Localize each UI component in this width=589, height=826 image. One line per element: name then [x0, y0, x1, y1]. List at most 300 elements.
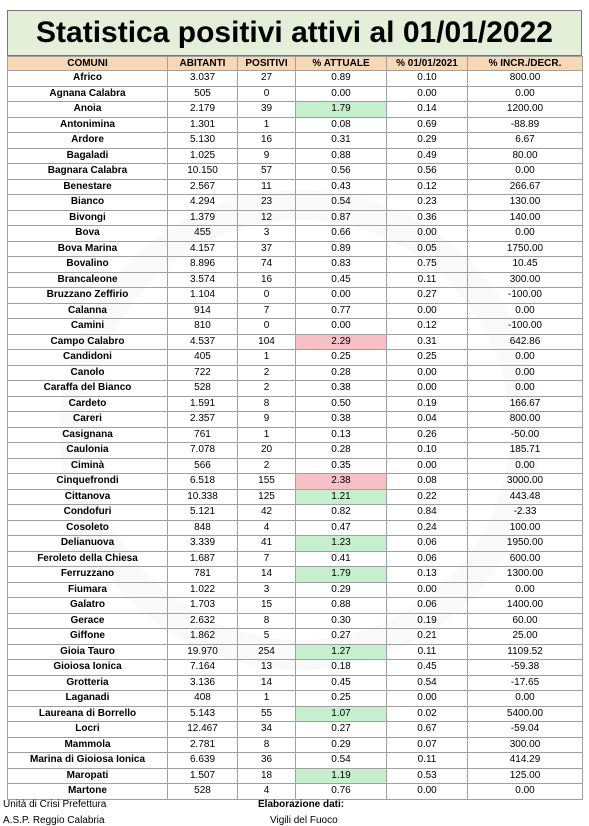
- cell-abitanti: 914: [168, 303, 238, 319]
- cell-comune: Bova Marina: [8, 241, 168, 257]
- cell-attuale: 1.21: [296, 489, 387, 505]
- cell-attuale: 0.54: [296, 753, 387, 769]
- cell-abitanti: 2.781: [168, 737, 238, 753]
- footer-right-line2: Vigili del Fuoco: [270, 815, 338, 826]
- cell-attuale: 0.35: [296, 458, 387, 474]
- cell-incr-decr: 0.00: [468, 164, 583, 180]
- cell-attuale: 0.28: [296, 443, 387, 459]
- cell-incr-decr: 10.45: [468, 257, 583, 273]
- table-row: [8, 241, 583, 257]
- cell-2021: 0.00: [387, 226, 468, 242]
- cell-abitanti: 4.157: [168, 241, 238, 257]
- cell-attuale: 0.43: [296, 179, 387, 195]
- cell-2021: 0.00: [387, 691, 468, 707]
- cell-positivi: 9: [238, 148, 296, 164]
- cell-incr-decr: 5400.00: [468, 706, 583, 722]
- table-row: [8, 753, 583, 769]
- cell-attuale: 0.29: [296, 737, 387, 753]
- cell-incr-decr: 414.29: [468, 753, 583, 769]
- cell-positivi: 104: [238, 334, 296, 350]
- column-header-attuale: % ATTUALE: [296, 57, 387, 71]
- cell-abitanti: 761: [168, 427, 238, 443]
- cell-incr-decr: -50.00: [468, 427, 583, 443]
- cell-comune: Grotteria: [8, 675, 168, 691]
- cell-abitanti: 2.179: [168, 102, 238, 118]
- cell-attuale: 0.89: [296, 241, 387, 257]
- column-header-positivi: POSITIVI: [238, 57, 296, 71]
- cell-positivi: 14: [238, 675, 296, 691]
- cell-incr-decr: 25.00: [468, 629, 583, 645]
- cell-2021: 0.53: [387, 768, 468, 784]
- cell-positivi: 27: [238, 71, 296, 87]
- cell-comune: Giffone: [8, 629, 168, 645]
- cell-2021: 0.54: [387, 675, 468, 691]
- cell-positivi: 2: [238, 381, 296, 397]
- cell-2021: 0.00: [387, 458, 468, 474]
- cell-2021: 0.19: [387, 613, 468, 629]
- cell-positivi: 125: [238, 489, 296, 505]
- cell-2021: 0.06: [387, 598, 468, 614]
- data-table: [7, 56, 583, 800]
- cell-incr-decr: -59.38: [468, 660, 583, 676]
- cell-abitanti: 4.537: [168, 334, 238, 350]
- cell-comune: Calanna: [8, 303, 168, 319]
- cell-positivi: 16: [238, 133, 296, 149]
- cell-comune: Ferruzzano: [8, 567, 168, 583]
- cell-attuale: 0.29: [296, 582, 387, 598]
- cell-attuale: 0.76: [296, 784, 387, 800]
- cell-abitanti: 2.567: [168, 179, 238, 195]
- cell-2021: 0.11: [387, 753, 468, 769]
- cell-attuale: 0.00: [296, 319, 387, 335]
- cell-positivi: 42: [238, 505, 296, 521]
- footer-left-line2: A.S.P. Reggio Calabria: [3, 815, 105, 826]
- cell-abitanti: 1.591: [168, 396, 238, 412]
- table-row: [8, 520, 583, 536]
- cell-abitanti: 5.130: [168, 133, 238, 149]
- table-row: [8, 133, 583, 149]
- table-row: [8, 489, 583, 505]
- cell-incr-decr: 1200.00: [468, 102, 583, 118]
- cell-abitanti: 6.639: [168, 753, 238, 769]
- cell-positivi: 8: [238, 613, 296, 629]
- cell-incr-decr: 3000.00: [468, 474, 583, 490]
- table-row: [8, 71, 583, 87]
- cell-positivi: 0: [238, 319, 296, 335]
- cell-comune: Gerace: [8, 613, 168, 629]
- cell-positivi: 13: [238, 660, 296, 676]
- cell-2021: 0.06: [387, 551, 468, 567]
- cell-comune: Casignana: [8, 427, 168, 443]
- cell-comune: Cinquefrondi: [8, 474, 168, 490]
- cell-attuale: 0.28: [296, 365, 387, 381]
- table-row: [8, 598, 583, 614]
- cell-2021: 0.29: [387, 133, 468, 149]
- cell-positivi: 0: [238, 86, 296, 102]
- cell-abitanti: 848: [168, 520, 238, 536]
- cell-positivi: 3: [238, 582, 296, 598]
- cell-positivi: 57: [238, 164, 296, 180]
- cell-incr-decr: 0.00: [468, 691, 583, 707]
- table-row: [8, 164, 583, 180]
- cell-2021: 0.26: [387, 427, 468, 443]
- cell-abitanti: 3.574: [168, 272, 238, 288]
- cell-2021: 0.10: [387, 71, 468, 87]
- cell-incr-decr: 0.00: [468, 86, 583, 102]
- cell-abitanti: 5.121: [168, 505, 238, 521]
- cell-2021: 0.06: [387, 536, 468, 552]
- cell-2021: 0.14: [387, 102, 468, 118]
- cell-comune: Delianuova: [8, 536, 168, 552]
- cell-incr-decr: 6.67: [468, 133, 583, 149]
- cell-abitanti: 3.339: [168, 536, 238, 552]
- cell-comune: Laureana di Borrello: [8, 706, 168, 722]
- cell-comune: Bivongi: [8, 210, 168, 226]
- table-row: [8, 474, 583, 490]
- cell-2021: 0.49: [387, 148, 468, 164]
- table-row: [8, 179, 583, 195]
- cell-comune: Condofuri: [8, 505, 168, 521]
- table-row: [8, 613, 583, 629]
- table-body: [8, 71, 583, 800]
- cell-comune: Caraffa del Bianco: [8, 381, 168, 397]
- cell-positivi: 34: [238, 722, 296, 738]
- cell-attuale: 0.83: [296, 257, 387, 273]
- cell-2021: 0.12: [387, 179, 468, 195]
- table-row: [8, 257, 583, 273]
- cell-attuale: 1.79: [296, 102, 387, 118]
- cell-incr-decr: 1750.00: [468, 241, 583, 257]
- table-row: [8, 427, 583, 443]
- cell-positivi: 20: [238, 443, 296, 459]
- cell-2021: 0.00: [387, 582, 468, 598]
- cell-positivi: 4: [238, 520, 296, 536]
- cell-comune: Campo Calabro: [8, 334, 168, 350]
- cell-attuale: 0.18: [296, 660, 387, 676]
- cell-abitanti: 566: [168, 458, 238, 474]
- cell-incr-decr: 0.00: [468, 381, 583, 397]
- cell-comune: Antonimina: [8, 117, 168, 133]
- cell-abitanti: 3.037: [168, 71, 238, 87]
- cell-comune: Bianco: [8, 195, 168, 211]
- cell-attuale: 1.23: [296, 536, 387, 552]
- cell-comune: Brancaleone: [8, 272, 168, 288]
- table-row: [8, 737, 583, 753]
- cell-attuale: 0.89: [296, 71, 387, 87]
- cell-2021: 0.23: [387, 195, 468, 211]
- table-row: [8, 334, 583, 350]
- cell-incr-decr: 1300.00: [468, 567, 583, 583]
- cell-comune: Bova: [8, 226, 168, 242]
- cell-comune: Agnana Calabra: [8, 86, 168, 102]
- cell-incr-decr: 300.00: [468, 272, 583, 288]
- cell-attuale: 0.66: [296, 226, 387, 242]
- cell-comune: Cosoleto: [8, 520, 168, 536]
- cell-positivi: 1: [238, 427, 296, 443]
- cell-comune: Africo: [8, 71, 168, 87]
- cell-2021: 0.00: [387, 365, 468, 381]
- cell-attuale: 2.38: [296, 474, 387, 490]
- cell-2021: 0.12: [387, 319, 468, 335]
- cell-positivi: 8: [238, 396, 296, 412]
- cell-positivi: 37: [238, 241, 296, 257]
- cell-comune: Mammola: [8, 737, 168, 753]
- cell-comune: Galatro: [8, 598, 168, 614]
- cell-comune: Benestare: [8, 179, 168, 195]
- cell-incr-decr: -59.04: [468, 722, 583, 738]
- cell-incr-decr: -100.00: [468, 319, 583, 335]
- cell-positivi: 8: [238, 737, 296, 753]
- cell-attuale: 1.79: [296, 567, 387, 583]
- cell-incr-decr: 0.00: [468, 458, 583, 474]
- cell-positivi: 16: [238, 272, 296, 288]
- cell-comune: Fiumara: [8, 582, 168, 598]
- cell-abitanti: 1.862: [168, 629, 238, 645]
- cell-abitanti: 1.022: [168, 582, 238, 598]
- table-row: [8, 660, 583, 676]
- table-row: [8, 102, 583, 118]
- cell-comune: Locri: [8, 722, 168, 738]
- cell-2021: 0.75: [387, 257, 468, 273]
- cell-attuale: 0.88: [296, 598, 387, 614]
- cell-abitanti: 1.379: [168, 210, 238, 226]
- table-row: [8, 458, 583, 474]
- cell-2021: 0.67: [387, 722, 468, 738]
- cell-abitanti: 1.687: [168, 551, 238, 567]
- cell-2021: 0.08: [387, 474, 468, 490]
- cell-comune: Candidoni: [8, 350, 168, 366]
- table-row: [8, 319, 583, 335]
- cell-comune: Martone: [8, 784, 168, 800]
- cell-incr-decr: 0.00: [468, 365, 583, 381]
- cell-incr-decr: 185.71: [468, 443, 583, 459]
- table-row: [8, 768, 583, 784]
- cell-incr-decr: 80.00: [468, 148, 583, 164]
- cell-comune: Gioiosa Ionica: [8, 660, 168, 676]
- cell-positivi: 74: [238, 257, 296, 273]
- cell-2021: 0.19: [387, 396, 468, 412]
- cell-2021: 0.00: [387, 303, 468, 319]
- table-row: [8, 210, 583, 226]
- table-row: [8, 629, 583, 645]
- cell-positivi: 9: [238, 412, 296, 428]
- cell-incr-decr: 0.00: [468, 303, 583, 319]
- table-row: [8, 675, 583, 691]
- table-row: [8, 644, 583, 660]
- cell-2021: 0.00: [387, 784, 468, 800]
- cell-2021: 0.45: [387, 660, 468, 676]
- cell-positivi: 1: [238, 691, 296, 707]
- cell-attuale: 0.45: [296, 675, 387, 691]
- cell-2021: 0.69: [387, 117, 468, 133]
- cell-2021: 0.27: [387, 288, 468, 304]
- cell-attuale: 1.27: [296, 644, 387, 660]
- cell-abitanti: 3.136: [168, 675, 238, 691]
- cell-incr-decr: -17.65: [468, 675, 583, 691]
- cell-comune: Cittanova: [8, 489, 168, 505]
- cell-abitanti: 1.104: [168, 288, 238, 304]
- cell-positivi: 23: [238, 195, 296, 211]
- cell-2021: 0.36: [387, 210, 468, 226]
- cell-2021: 0.25: [387, 350, 468, 366]
- cell-attuale: 0.50: [296, 396, 387, 412]
- cell-comune: Careri: [8, 412, 168, 428]
- cell-positivi: 7: [238, 303, 296, 319]
- table-row: [8, 722, 583, 738]
- cell-2021: 0.84: [387, 505, 468, 521]
- cell-positivi: 7: [238, 551, 296, 567]
- cell-2021: 0.11: [387, 644, 468, 660]
- cell-incr-decr: 0.00: [468, 784, 583, 800]
- cell-positivi: 41: [238, 536, 296, 552]
- cell-attuale: 0.31: [296, 133, 387, 149]
- cell-2021: 0.13: [387, 567, 468, 583]
- cell-attuale: 0.27: [296, 629, 387, 645]
- cell-2021: 0.10: [387, 443, 468, 459]
- header-row: [8, 57, 583, 71]
- table-row: [8, 396, 583, 412]
- cell-attuale: 0.00: [296, 288, 387, 304]
- cell-2021: 0.22: [387, 489, 468, 505]
- table-row: [8, 303, 583, 319]
- cell-abitanti: 405: [168, 350, 238, 366]
- cell-comune: Ciminà: [8, 458, 168, 474]
- cell-abitanti: 12.467: [168, 722, 238, 738]
- table-row: [8, 505, 583, 521]
- cell-incr-decr: 1109.52: [468, 644, 583, 660]
- cell-abitanti: 505: [168, 86, 238, 102]
- cell-incr-decr: 1950.00: [468, 536, 583, 552]
- column-header-comuni: COMUNI: [8, 57, 168, 71]
- cell-2021: 0.00: [387, 381, 468, 397]
- cell-attuale: 0.30: [296, 613, 387, 629]
- table-row: [8, 272, 583, 288]
- cell-comune: Gioia Tauro: [8, 644, 168, 660]
- cell-comune: Cardeto: [8, 396, 168, 412]
- cell-2021: 0.02: [387, 706, 468, 722]
- cell-2021: 0.04: [387, 412, 468, 428]
- cell-incr-decr: 166.67: [468, 396, 583, 412]
- table-row: [8, 350, 583, 366]
- cell-positivi: 254: [238, 644, 296, 660]
- cell-abitanti: 2.632: [168, 613, 238, 629]
- cell-2021: 0.00: [387, 86, 468, 102]
- cell-incr-decr: 130.00: [468, 195, 583, 211]
- cell-incr-decr: 100.00: [468, 520, 583, 536]
- cell-comune: Canolo: [8, 365, 168, 381]
- cell-abitanti: 10.150: [168, 164, 238, 180]
- cell-comune: Feroleto della Chiesa: [8, 551, 168, 567]
- footer-right-title: Elaborazione dati:: [258, 799, 345, 810]
- table-row: [8, 536, 583, 552]
- cell-abitanti: 6.518: [168, 474, 238, 490]
- footer-left-line1: Unità di Crisi Prefettura: [3, 799, 107, 810]
- table-row: [8, 381, 583, 397]
- cell-abitanti: 810: [168, 319, 238, 335]
- cell-positivi: 55: [238, 706, 296, 722]
- cell-incr-decr: 0.00: [468, 226, 583, 242]
- cell-abitanti: 455: [168, 226, 238, 242]
- cell-attuale: 0.38: [296, 412, 387, 428]
- table-row: [8, 148, 583, 164]
- cell-attuale: 1.19: [296, 768, 387, 784]
- cell-positivi: 18: [238, 768, 296, 784]
- page-title: Statistica positivi attivi al 01/01/2022: [7, 10, 582, 56]
- cell-comune: Bovalino: [8, 257, 168, 273]
- cell-attuale: 0.25: [296, 350, 387, 366]
- cell-incr-decr: 443.48: [468, 489, 583, 505]
- cell-comune: Marina di Gioiosa Ionica: [8, 753, 168, 769]
- cell-2021: 0.24: [387, 520, 468, 536]
- cell-abitanti: 5.143: [168, 706, 238, 722]
- table-row: [8, 365, 583, 381]
- cell-2021: 0.56: [387, 164, 468, 180]
- cell-incr-decr: -88.89: [468, 117, 583, 133]
- cell-incr-decr: 0.00: [468, 350, 583, 366]
- cell-abitanti: 2.357: [168, 412, 238, 428]
- cell-positivi: 155: [238, 474, 296, 490]
- table-row: [8, 117, 583, 133]
- cell-2021: 0.07: [387, 737, 468, 753]
- cell-attuale: 2.29: [296, 334, 387, 350]
- table-row: [8, 86, 583, 102]
- cell-2021: 0.31: [387, 334, 468, 350]
- cell-comune: Laganadi: [8, 691, 168, 707]
- table-row: [8, 412, 583, 428]
- cell-incr-decr: 60.00: [468, 613, 583, 629]
- table-row: [8, 288, 583, 304]
- cell-attuale: 1.07: [296, 706, 387, 722]
- cell-abitanti: 4.294: [168, 195, 238, 211]
- cell-comune: Anoia: [8, 102, 168, 118]
- cell-abitanti: 1.703: [168, 598, 238, 614]
- table-row: [8, 691, 583, 707]
- table-row: [8, 551, 583, 567]
- cell-positivi: 39: [238, 102, 296, 118]
- cell-incr-decr: 140.00: [468, 210, 583, 226]
- cell-attuale: 0.45: [296, 272, 387, 288]
- cell-incr-decr: 642.86: [468, 334, 583, 350]
- cell-2021: 0.11: [387, 272, 468, 288]
- cell-comune: Ardore: [8, 133, 168, 149]
- cell-abitanti: 1.301: [168, 117, 238, 133]
- cell-incr-decr: -2.33: [468, 505, 583, 521]
- cell-incr-decr: 0.00: [468, 582, 583, 598]
- cell-positivi: 1: [238, 350, 296, 366]
- table-row: [8, 567, 583, 583]
- cell-positivi: 1: [238, 117, 296, 133]
- table-row: [8, 784, 583, 800]
- cell-incr-decr: 1400.00: [468, 598, 583, 614]
- cell-comune: Bagnara Calabra: [8, 164, 168, 180]
- table-row: [8, 706, 583, 722]
- cell-abitanti: 781: [168, 567, 238, 583]
- cell-incr-decr: 266.67: [468, 179, 583, 195]
- cell-attuale: 0.00: [296, 86, 387, 102]
- cell-positivi: 36: [238, 753, 296, 769]
- cell-positivi: 11: [238, 179, 296, 195]
- cell-comune: Camini: [8, 319, 168, 335]
- table-row: [8, 443, 583, 459]
- cell-positivi: 15: [238, 598, 296, 614]
- cell-attuale: 0.77: [296, 303, 387, 319]
- cell-attuale: 0.47: [296, 520, 387, 536]
- cell-attuale: 0.08: [296, 117, 387, 133]
- cell-incr-decr: -100.00: [468, 288, 583, 304]
- cell-incr-decr: 300.00: [468, 737, 583, 753]
- table-row: [8, 582, 583, 598]
- cell-abitanti: 1.025: [168, 148, 238, 164]
